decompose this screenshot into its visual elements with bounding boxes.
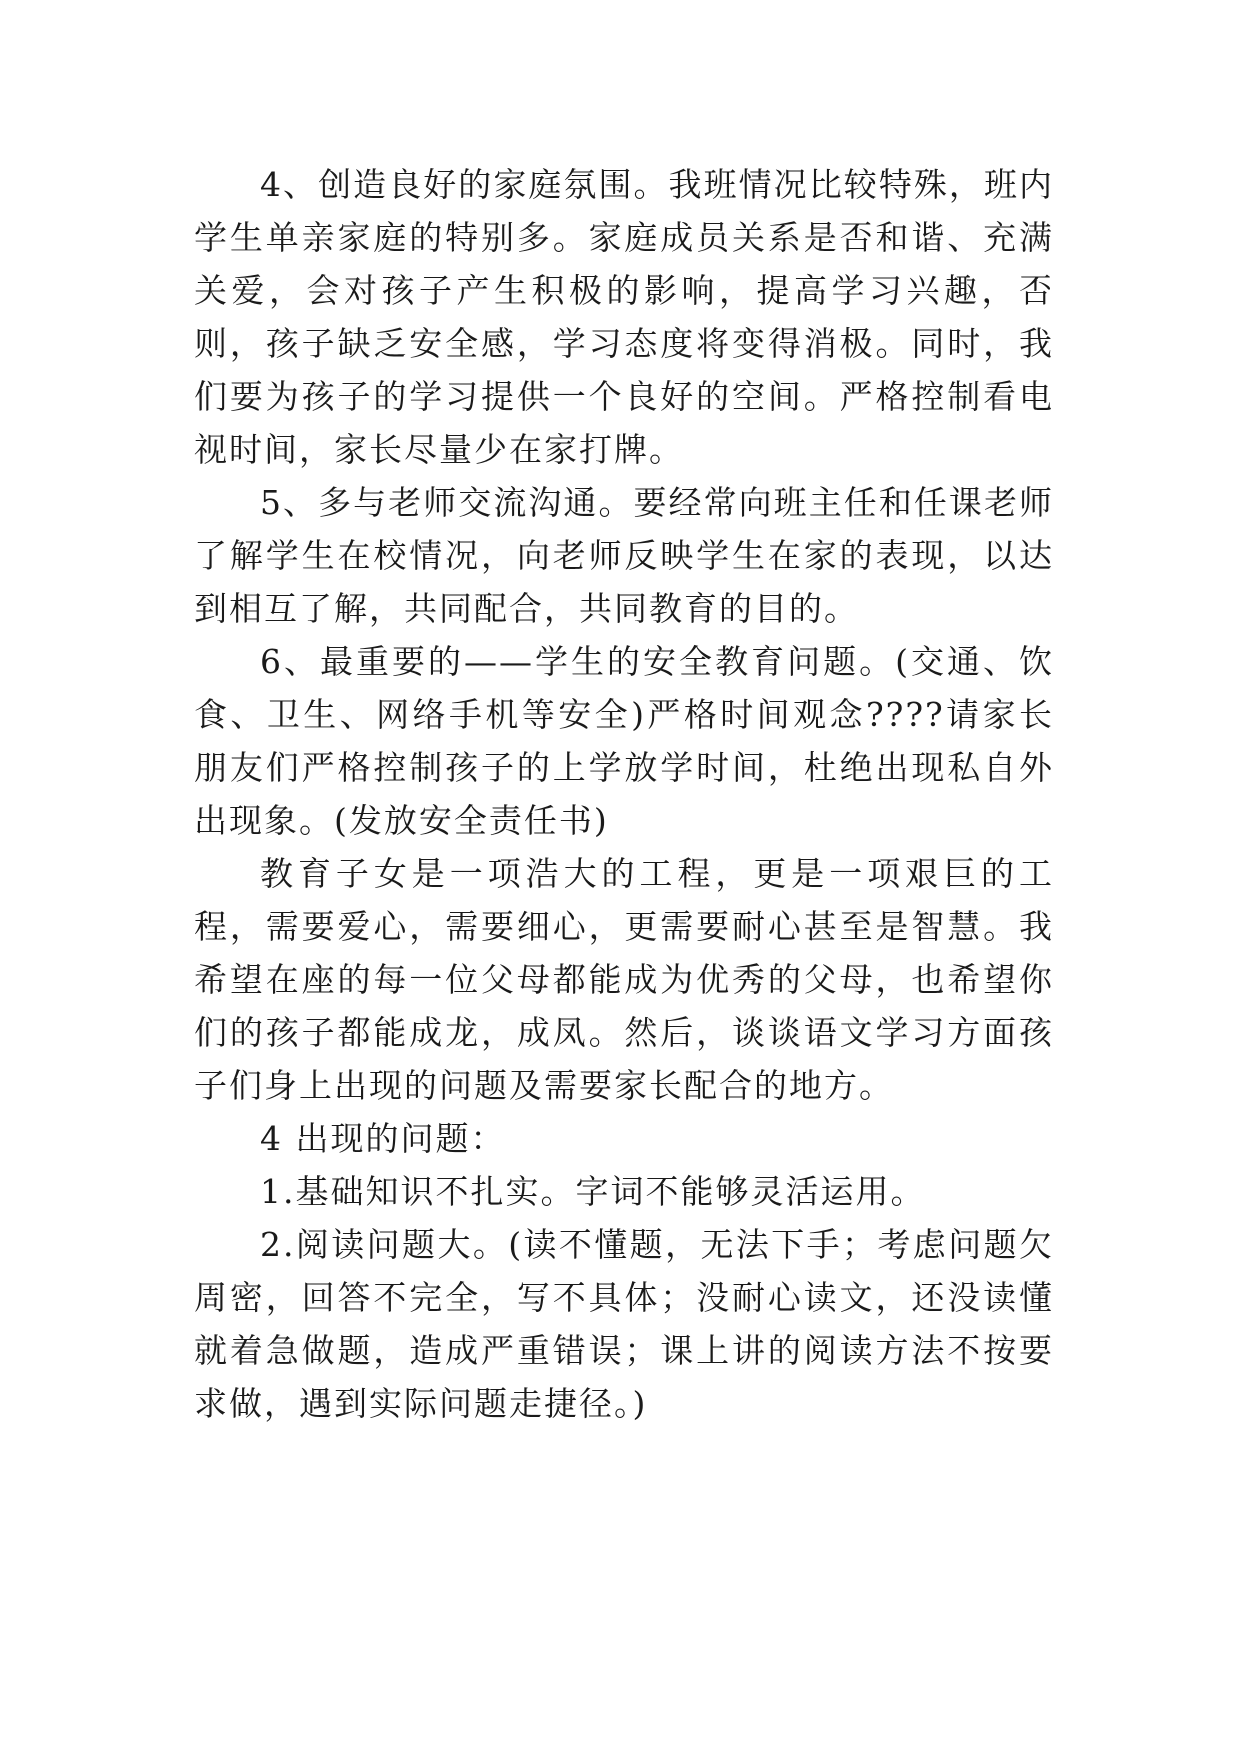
document-body (194, 158, 1054, 1430)
paragraph-problem-reading: 2.阅读问题大。(读不懂题，无法下手；考虑问题欠周密，回答不完全，写不具体；没耐心读文，还没读懂就着急做题，造成严重错误；课上讲的阅读方法不按要求做，遇到实际问题走捷径。) (194, 1225, 1054, 1423)
paragraph-problems-heading: 4 出现的问题： (260, 1119, 506, 1158)
paragraph-problem-basics: 1.基础知识不扎实。字词不能够灵活运用。 (260, 1172, 926, 1211)
paragraph-teacher-communication: 5、多与老师交流沟通。要经常向班主任和任课老师了解学生在校情况，向老师反映学生在家的表现，以达到相互了解，共同配合，共同教育的目的。 (194, 483, 1054, 628)
paragraph-education-summary: 教育子女是一项浩大的工程，更是一项艰巨的工程，需要爱心，需要细心，更需要耐心甚至是智慧。我希望在座的每一位父母都能成为优秀的父母，也希望你们的孩子都能成龙，成凤。然后，谈谈语文学习方面孩子们身上出现的问题及需要家长配合的地方。 (194, 854, 1054, 1105)
paragraph-family-atmosphere: 4、创造良好的家庭氛围。我班情况比较特殊，班内学生单亲家庭的特别多。家庭成员关系是否和谐、充满关爱，会对孩子产生积极的影响，提高学习兴趣，否则，孩子缺乏安全感，学习态度将变得消极。同时，我们要为孩子的学习提供一个良好的空间。严格控制看电视时间，家长尽量少在家打牌。 (194, 165, 1054, 469)
paragraph-safety-education: 6、最重要的——学生的安全教育问题。(交通、饮食、卫生、网络手机等安全)严格时间观念????请家长朋友们严格控制孩子的上学放学时间，杜绝出现私自外出现象。(发放安全责任书) (194, 642, 1054, 840)
